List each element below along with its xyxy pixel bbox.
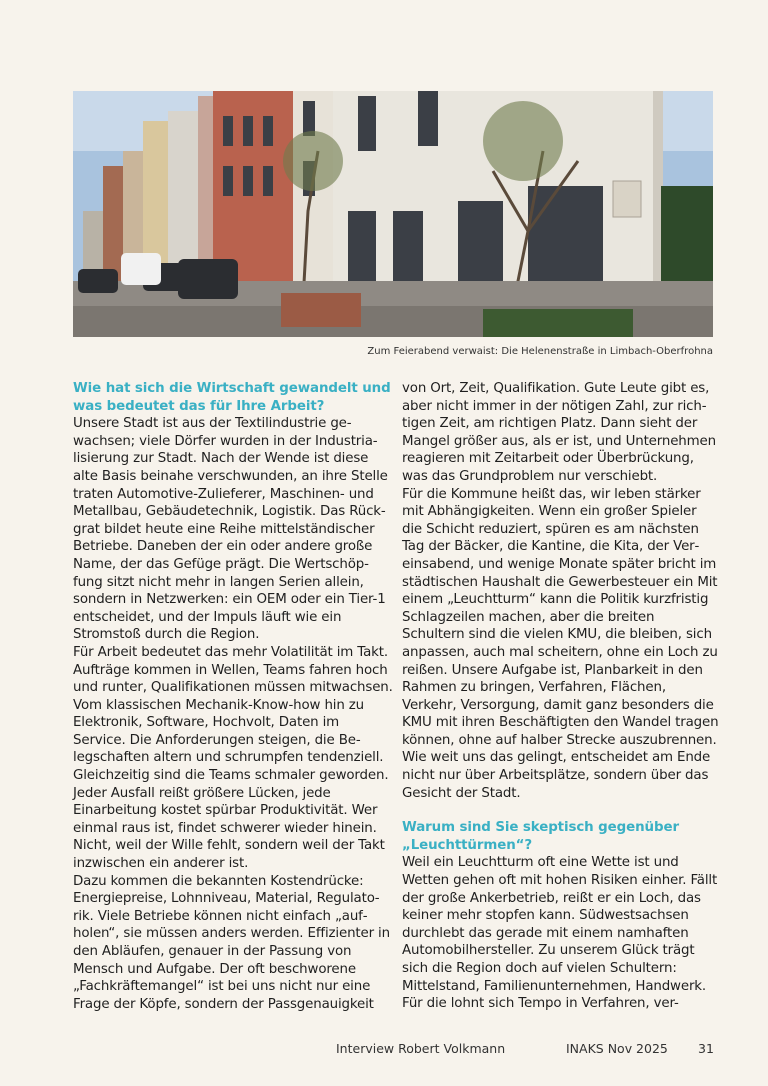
interview-question: Wie hat sich die Wirtschaft gewandelt und was bedeutet das für Ihre Arbeit? [73, 381, 391, 414]
paragraph: Für die Kommune heißt das, wir leben stärker mit Abhängigkeiten. Wenn ein großer Spieler die Schicht reduziert, spüren es am nächsten Tag der Bäcker, die Kantine, die Kita, der Vereinsabend, und wenige Monate später bricht im städtischen Haushalt die Gewerbesteuer ein Mit einem „Leuchtturm“ kann die Politik kurzfristig Schlagzeilen machen, aber die breiten Schultern sind die vielen KMU, die bleiben, sich anpassen, auch mal scheitern, ohne ein Loch zu reißen. Unsere Aufgabe ist, Planbarkeit in den Rahmen zu bringen, Verfahren, Flächen, Verkehr, Versorgung, damit ganz besonders die KMU mit ihren Beschäftigten den Wandel tragen können, ohne auf halber Strecke auszubrennen. Wie weit uns das gelingt, entscheidet am Ende nicht nur über Arbeitsplätze, sondern über das Gesicht der Stadt. [402, 486, 719, 801]
footer-article-title: Interview Robert Volkmann [336, 1041, 506, 1056]
paragraph: Für Arbeit bedeutet das mehr Volatilität im Takt. Aufträge kommen in Wellen, Teams fahren hoch und runter, Qualifikationen müssen mitwachsen. Vom klassischen Mechanik-Know-how hin zu Elektronik, Software, Hochvolt, Daten im Service. Die Anforderungen steigen, die Belegschaften altern und schrumpfen tendenziell. Gleichzeitig sind die Teams schmaler geworden. Jeder Ausfall reißt größere Lücken, jede Einarbeitung kostet spürbar Produktivität. Wer einmal raus ist, findet schwerer wieder hinein. Nicht, weil der Wille fehlt, sondern weil der Takt inzwischen ein anderer ist. [73, 644, 393, 872]
footer-magazine-issue: INAKS Nov 2025 [566, 1041, 668, 1056]
paragraph: Weil ein Leuchtturm oft eine Wette ist und Wetten gehen oft mit hohen Risiken einher. Fällt der große Ankerbetrieb, reißt er ein Loch, das keiner mehr stopfen kann. Südwestsachsen durchlebt das gerade mit einem namhaften Automobilhersteller. Zu unserem Glück trägt sich die Region doch auf vielen Schultern: Mittelstand, Familienunternehmen, Handwerk. Für die lohnt sich Tempo in Verfahren, ver- [402, 855, 718, 1012]
street-photo [73, 91, 713, 337]
article-left-column [73, 380, 393, 1013]
paragraph: Unsere Stadt ist aus der Textilindustrie gewachsen; viele Dörfer wurden in der Industrialisierung zur Stadt. Nach der Wende ist diese alte Basis beinahe verschwunden, an ihre Stelle traten Automotive-Zulieferer, Maschinen- und Metallbau, Gebäudetechnik, Logistik. Das Rückgrat bildet heute eine Reihe mittelständischer Betriebe. Daneben der ein oder andere große Name, der das Gefüge prägt. Die Wertschöpfung sitzt nicht mehr in langen Serien allein, sondern in Netzwerken: ein OEM oder ein Tier-1 entscheidet, und der Impuls läuft wie ein Stromstoß durch die Region. [73, 416, 388, 643]
article-right-column [402, 380, 720, 1013]
paragraph: Dazu kommen die bekannten Kostendrücke: Energiepreise, Lohnniveau, Material, Regulatorik. Viele Betriebe können nicht einfach „aufholen“, sie müssen anders werden. Effizienter in den Abläufen, genauer in der Passung von Mensch und Aufgabe. Der oft beschworene „Fachkräftemangel“ ist bei uns nicht nur eine Frage der Köpfe, sondern der Passgenauigkeit [73, 873, 390, 1012]
interview-question: Warum sind Sie skeptisch gegenüber „Leuchttürmen“? [402, 820, 679, 853]
section-spacer [402, 802, 720, 819]
photo-caption: Zum Feierabend verwaist: Die Helenenstraße in Limbach-Oberfrohna [367, 346, 713, 357]
paragraph: von Ort, Zeit, Qualifikation. Gute Leute gibt es, aber nicht immer in der nötigen Zahl, zur richtigen Zeit, am richtigen Platz. Dann sieht der Mangel größer aus, als er ist, und Unternehmen reagieren mit Zeitarbeit oder Überbrückung, was das Grundproblem nur verschiebt. [402, 381, 716, 484]
page-number: 31 [698, 1041, 714, 1056]
street-photo-illustration [73, 91, 713, 337]
